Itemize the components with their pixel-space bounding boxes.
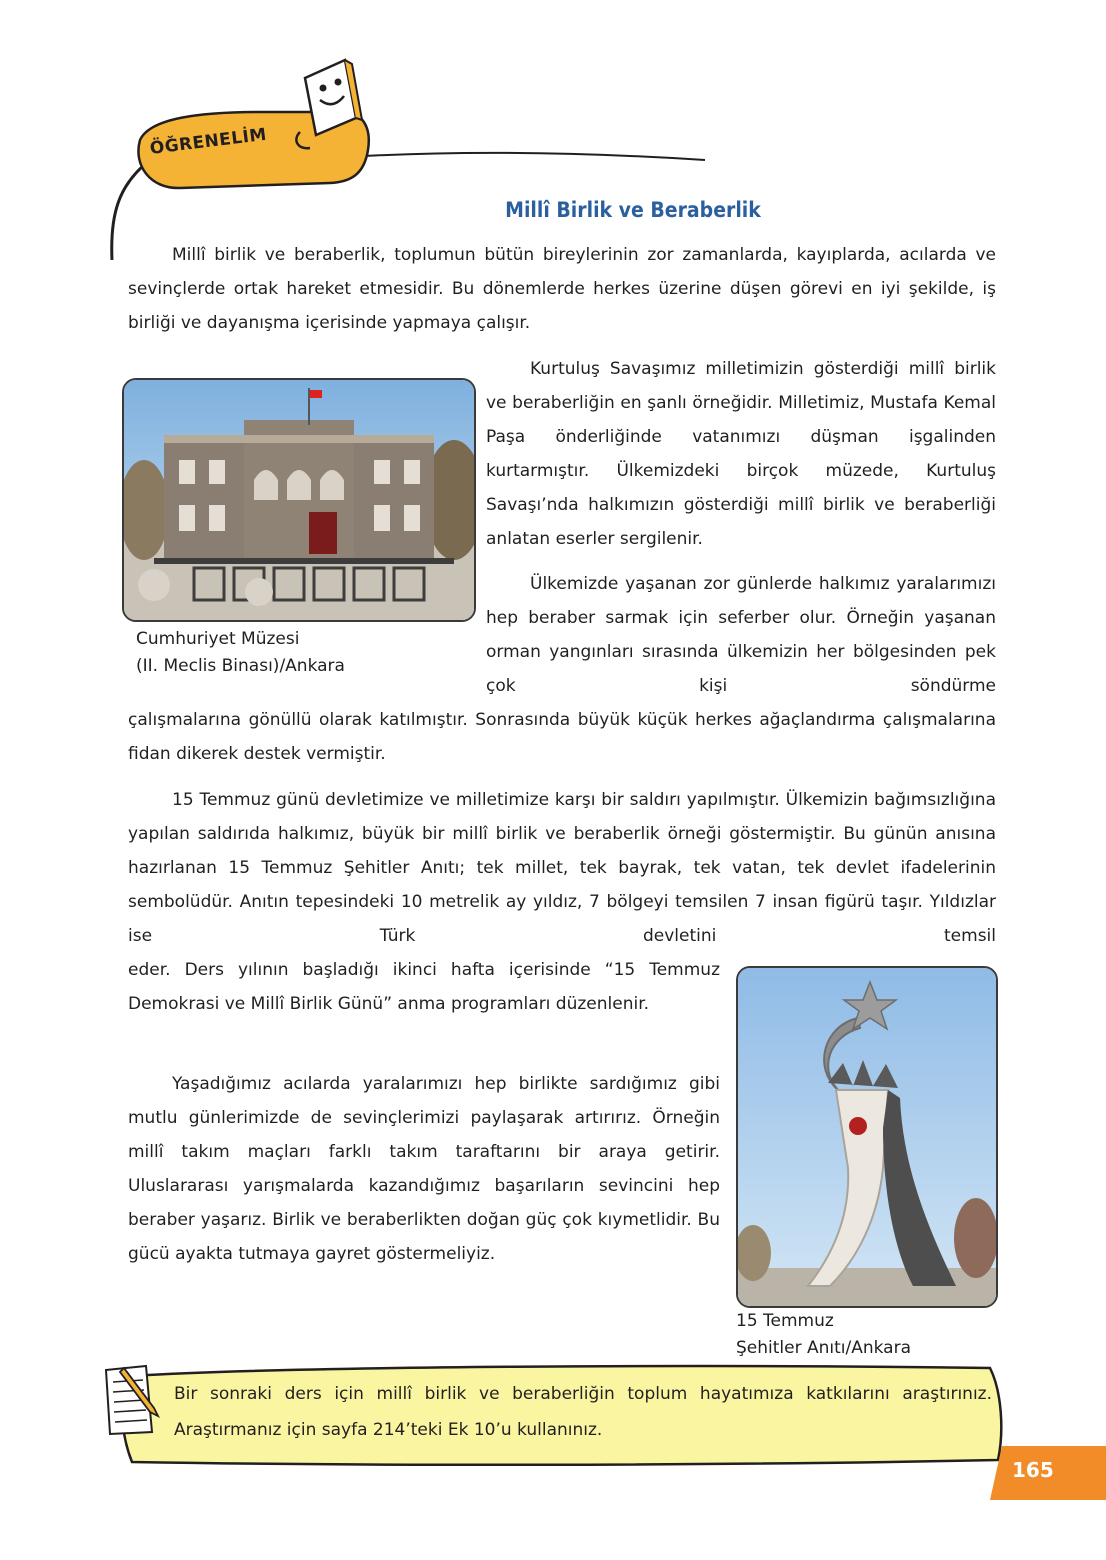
section-label: ÖĞRENELİM: [148, 124, 268, 159]
museum-caption: [136, 626, 466, 680]
museum-caption-line2: (II. Meclis Binası)/Ankara: [136, 656, 345, 676]
monument-photo: [736, 966, 998, 1308]
paragraph-joy: Yaşadığımız acılarda yaralarımızı hep birlikte sardığımız gibi mutlu günlerimizde de sevinçlerimizi paylaşarak artırırız. Örneğin millî takım maçları farklı takım taraftarını bir araya getirir. Uluslararası yarışmalarda kazandığımız başarıların sevincini hep beraber yaşarız. Birlik ve beraberlikten doğan güç çok kıymetlidir. Bu gücü ayakta tutmaya gayret göstermeliyiz.: [128, 1074, 720, 1264]
paragraph-july15-a: 15 Temmuz günü devletimize ve milletimize karşı bir saldırı yapılmıştır. Ülkemizin bağımsızlığına yapılan saldırıda halkımız, büyük bir millî birlik ve beraberlik örneği göstermiştir. Bu günün anısına hazırlanan 15 Temmuz Şehitler Anıtı; tek millet, tek bayrak, tek vatan, tek devlet ifadelerinin sembolüdür. Anıtın tepesindeki 10 metrelik ay yıldız, 7 bölgeyi temsilen 7 insan figürü taşır. Yıldızlar ise Türk devletini temsil: [128, 790, 996, 946]
museum-caption-line1: Cumhuriyet Müzesi: [136, 629, 300, 649]
monument-caption: [736, 1308, 996, 1362]
pencil-paper-icon: [98, 1362, 162, 1438]
page-title: Millî Birlik ve Beraberlik: [505, 198, 761, 222]
paragraph-july15-b: eder. Ders yılının başladığı ikinci hafta içerisinde “15 Temmuz Demokrasi ve Millî Birlik Günü” anma programları düzenlenir.: [128, 960, 720, 1014]
paragraph-independence-war: Kurtuluş Savaşımız milletimizin gösterdiği millî birlik ve beraberliğin en şanlı örneğidir. Milletimiz, Mustafa Kemal Paşa önderliğinde vatanımızı düşman işgalinden kurtarmıştır. Ülkemizdeki birçok müzede, Kurtuluş Savaşı’nda halkımızın gösterdiği millî birlik ve beraberliği anlatan eserler sergilenir.: [486, 359, 996, 549]
paragraph-wildfires-b: çalışmalarına gönüllü olarak katılmıştır. Sonrasında büyük küçük herkes ağaçlandırma çalışmalarına fidan dikerek destek vermiştir.: [128, 710, 996, 764]
page-number-tab: [990, 1446, 1106, 1500]
paragraph-intro: Millî birlik ve beraberlik, toplumun bütün bireylerinin zor zamanlarda, kayıplarda, acılarda ve sevinçlerde ortak hareket etmesidir. Bu dönemlerde herkes üzerine düşen görevi en iyi şekilde, iş birliği ve dayanışma içerisinde yapmaya çalışır.: [128, 245, 996, 333]
monument-caption-line1: 15 Temmuz: [736, 1311, 834, 1331]
research-note-text: Bir sonraki ders için millî birlik ve beraberliğin toplum hayatımıza katkılarını araştırınız. Araştırmanız için sayfa 214’teki Ek 10’u kullanınız.: [174, 1384, 992, 1440]
page-number: 165: [1012, 1458, 1054, 1482]
monument-caption-line2: Şehitler Anıtı/Ankara: [736, 1338, 912, 1358]
museum-image-icon: [124, 380, 474, 620]
monument-image-icon: [738, 968, 996, 1306]
research-note-box: [110, 1362, 1005, 1466]
museum-photo: [122, 378, 476, 622]
paragraph-wildfires-a: Ülkemizde yaşanan zor günlerde halkımız yaralarımızı hep beraber sarmak için seferber olur. Örneğin yaşanan orman yangınları sırasında ülkemizin her bölgesinden pek çok kişi söndürme: [486, 574, 996, 696]
